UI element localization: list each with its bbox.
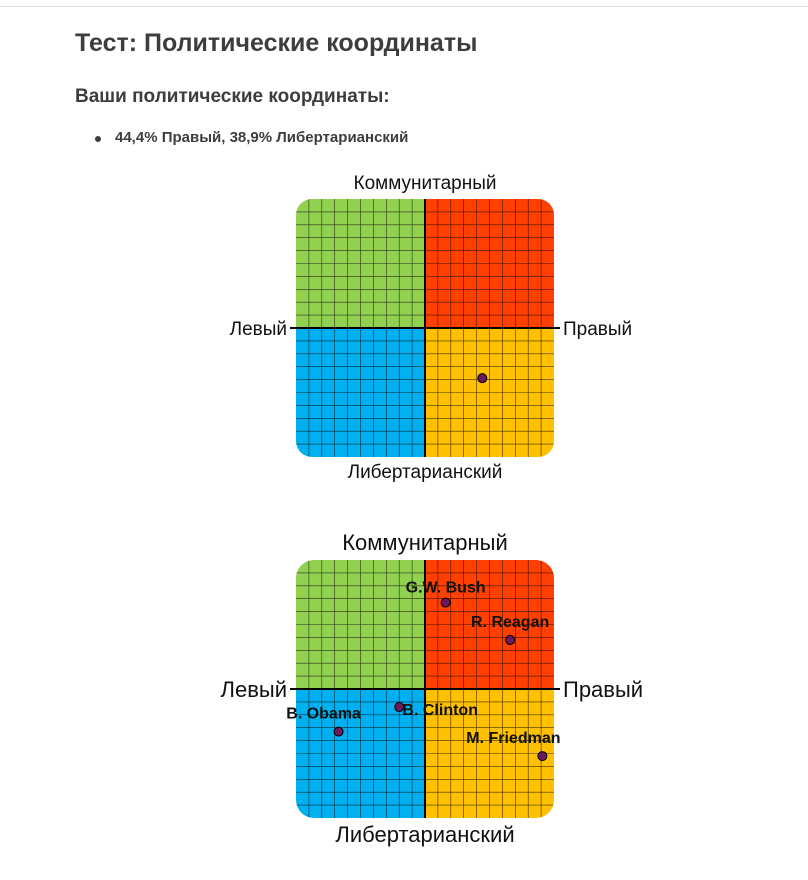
axis-label-left: Левый	[220, 676, 287, 702]
top-divider	[0, 6, 808, 7]
axis-label-top: Коммунитарный	[342, 530, 508, 555]
data-point	[478, 374, 487, 383]
point-label: R. Reagan	[471, 613, 550, 631]
axis-label-bottom: Либертарианский	[335, 822, 515, 847]
political-compass-user	[0, 160, 808, 500]
result-list	[95, 129, 408, 146]
political-compass-reference	[0, 520, 808, 870]
axis-label-top: Коммунитарный	[353, 173, 497, 194]
page-title: Тест: Политические координаты	[75, 29, 478, 57]
section-title: Ваши политические координаты:	[75, 86, 390, 107]
point-label: B. Obama	[286, 705, 361, 723]
data-point	[506, 635, 515, 644]
axis-label-right: Правый	[563, 676, 644, 702]
point-label: G.W. Bush	[405, 579, 486, 597]
data-point	[538, 752, 547, 761]
data-point	[334, 727, 343, 736]
axis-label-right: Правый	[563, 318, 633, 340]
point-label: B. Clinton	[402, 702, 478, 720]
axis-label-left: Левый	[229, 318, 287, 340]
data-point	[441, 598, 450, 607]
result-item: 44,4% Правый, 38,9% Либертарианский	[95, 129, 408, 146]
axis-label-bottom: Либертарианский	[347, 462, 503, 483]
point-label: M. Friedman	[466, 730, 561, 748]
